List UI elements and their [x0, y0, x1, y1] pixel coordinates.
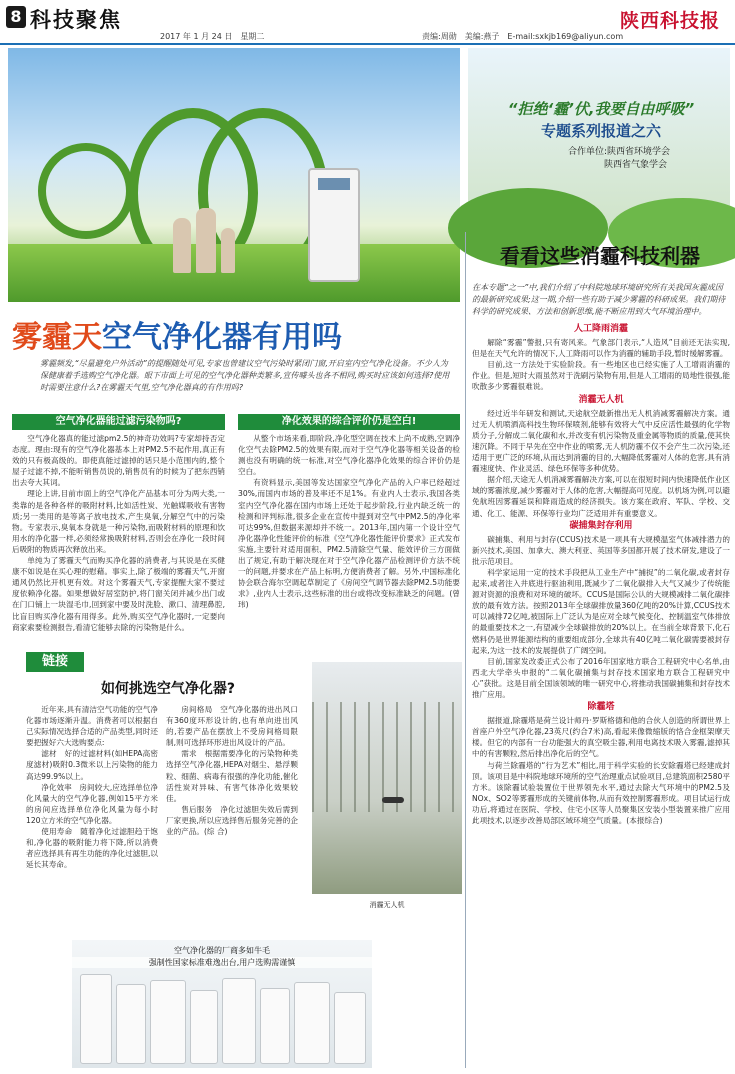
paragraph: 解除“雾霾”警报,只有寄风来。气象部门表示,“人造风”目前还无法实现,但是在天气允许的情况下,人工降雨可以作为消霾的辅助手段,暂时缓解雾霾。 — [472, 338, 730, 359]
col2-body — [238, 433, 460, 663]
family-figure — [173, 218, 191, 273]
banner-coop: 合作单位:陕西省环境学会 陕西省气象学会 — [568, 147, 671, 170]
paragraph: 滤材 好的过滤材料(如HEPA高密度滤材)吸附0.3微米以上污染物的能力高达99.9%以上。 — [26, 749, 158, 781]
banner-series: 专题系列报道之六 — [540, 122, 661, 140]
tree-line — [312, 702, 462, 812]
right-article-lead: 在本专题“之一”中,我们介绍了中科院地球环境研究所有关我国灰霾成因的最新研究成果;这一期,介绍一些有助于减少雾霾的科研成果。我们期待科学的研究成果、方法和创新思维,能不断应用到大气环境治理中。 — [472, 283, 726, 316]
paragraph: 目前,这一方法处于实验阶段。有一些地区也已经实施了人工增雨消霾的作业。但是,短时大雨虽然对于洗刷污染物有用,但是人工增雨的局地性很强,能吹散多少雾霾很难说。 — [472, 360, 730, 392]
newspaper-brand: 陕西科技报 — [620, 10, 721, 32]
air-purifier-image — [308, 168, 360, 282]
col1-subhead: 空气净化器能过滤污染物吗? — [12, 414, 225, 430]
section-heading: 消霾无人机 — [578, 394, 624, 405]
product-image — [116, 984, 146, 1064]
product-image — [334, 992, 366, 1064]
product-ad-image — [72, 940, 372, 1068]
banner-slogan: “拒绝‘霾’伏,我要自由呼吸” — [507, 100, 695, 118]
product-image — [222, 978, 256, 1064]
hero-photo — [8, 48, 460, 302]
paragraph: 空气净化器真的能过滤pm2.5的神奇功效吗?专家却持否定态度。理由:现有的空气净化器基本上对PM2.5不起作用,真正有效的只有极高级的。即使真能过滤掉的话只是小范围内的,整个屋子过滤不掉,不能听销售员说的,销售员有的时候为了把东西销出去夸大其词。 — [12, 434, 225, 488]
paragraph: 理论上讲,目前市面上的空气净化产品基本可分为两大类,一类靠的是各种各样的吸附材料,比如活性炭、光触媒吸收有害物质;另一类用的是等离子放电技术,产生臭氧,分解空气中的污染物。专家表示,臭氧本身就是一种污染物,而吸附材料的原理和饮用水的净化器一样,必须经常换吸附材料,否则会在净化一段时间后吸附的物质再次释放出来。 — [12, 489, 225, 554]
drone-caption: 消霾无人机 — [369, 901, 405, 909]
right-article-body — [472, 322, 730, 1070]
drone-icon — [382, 797, 404, 803]
link-col-1 — [26, 704, 158, 939]
header-rule — [0, 43, 735, 45]
paragraph: 需求 根据需要净化的污染物种类选择空气净化器,HEPA对烟尘、悬浮颗粒、细菌、病毒有很强的净化功能,催化活性炭对异味、有害气体净化效果较佳。 — [166, 749, 298, 803]
section-heading: 人工降雨消霾 — [573, 324, 628, 334]
product-image — [294, 982, 330, 1064]
vertical-divider — [465, 232, 466, 1068]
series-banner — [468, 48, 730, 231]
paragraph: 从整个市场来看,即阶段,净化型空调在技术上尚不成熟,空调净化空气去除PM2.5的效果有限,而对于空气净化器等相关设备的检测也没有明确的统一标准,对空气净化器净化效果的综合评价仍是空白。 — [238, 434, 460, 477]
editor-credits: 责编:周勋 美编:燕子 E-mail:sxkjb169@aliyun.com — [422, 32, 624, 41]
col1-body — [12, 433, 225, 655]
link-col-2 — [166, 704, 298, 939]
section-heading: 除霾塔 — [587, 702, 615, 713]
paragraph: 近年来,具有清洁空气功能的空气净化器市场逐渐升温。消费者可以根据自己实际情况选择合适的产品类型,同时还要把握好六大选购要点: — [26, 705, 158, 748]
title-red-part: 雾霾天 — [12, 320, 102, 355]
ad-line-2: 强制性国家标准难逸出台,用户选购需谨慎 — [72, 957, 372, 968]
right-article-title: 看看这些消霾科技利器 — [500, 244, 700, 268]
main-article-title — [12, 312, 460, 356]
paragraph: 据报道,除霾塔是荷兰设计师丹·罗斯格德和他的合伙人创造的所谓世界上首座户外空气净化器,23英尺(约合7米)高,看起来像微缩版的恪合金框架摩天楼。但它的内部有一台功能强大的真空吸尘器,利用电离技术吸入雾霾,滤掉其中的有害颗粒,然后排出净化后的空气。 — [472, 716, 730, 759]
paragraph: 经过近半年研发和测试,天途航空最新推出无人机消减雾霾解决方案。通过无人机喷洒高科技生物环保喷剂,能够有效将大气中反应活性最强的化学物质分子,分解成二氧化碳和水,并改变有机污染物及重金属等物质的质量,使其快速沉降。不同于早先在空中作业的喷雾,无人机防霾不仅不会产生二次污染,还适用于更广泛的环境,从而达到消霾的目的,大幅降低雾霾对人体的危害,具有消霾速度快、作业灵活、绿色环保等多种优势。 — [472, 408, 730, 474]
paragraph: 科学家运用一定的技术手段把从工业生产中“捕捉”的二氧化碳,或者封存起来,或者注入井底进行驱油利用,既减少了二氧化碳排入大气又减少了传统能源对资源的浪费和对环境的破坏。CCUS是国际公认的大规模减排二氧化碳排放的最有效方法。按照2013年全球碳排放量360亿吨的20%计算,CCUS技术可以减排72亿吨,被国际上广泛认为是应对全球气候变化、控制温室气体排放的最重要技术之一,有望减少全球碳排放的20%以上。在当前全球背景下,化石燃料仍是世界能源结构的重要组成部分,全球共有40亿吨二氧化碳需要被封存起来,为这一技术的发展提供了广阔空间。 — [472, 567, 730, 655]
paragraph: 目前,国家发改委正式公布了2016年国家地方联合工程研究中心名单,由西北大学牵头申报的“二氧化碳捕集与封存技术国家地方联合工程研究中心”获批。这是目前全国该领域的唯一研究中心,将推动我国碳捕集和封存技术推广应用。 — [472, 656, 730, 699]
issue-date: 2017 年 1 月 24 日 星期二 — [160, 32, 265, 41]
product-image — [260, 988, 290, 1064]
paragraph: 据介绍,天途无人机消减雾霾解决方案,可以在很短时间内快速降低作业区域的雾霾浓度,减少雾霾对于人体的危害,大幅提高可见度。以机场为例,可以避免航班因雾霾延误和降雨造成的经济损失。该方案在政府、军队、学校、交通、化工、能源、环保等行业均广泛适用并有重要意义。 — [472, 475, 730, 518]
drone-photo — [312, 662, 462, 909]
ad-line-1: 空气净化器的厂商多如牛毛 — [174, 946, 270, 955]
round-topiary — [38, 143, 134, 239]
link-title: 如何挑选空气净化器? — [100, 681, 236, 697]
paragraph: 房间格局 空气净化器的进出风口有360度环形设计的,也有单向进出风的,若要产品在摆放上不受房间格局限制,则可选择环形进出风设计的产品。 — [166, 705, 298, 748]
product-image — [190, 990, 218, 1064]
product-image — [80, 974, 112, 1064]
paragraph: 有资料显示,美国等发达国家空气净化产品的入户率已经超过30%,而国内市场的普及率还不足1%。有业内人士表示,我国各类室内空气净化器在国内市场上还处于起步阶段,行业内缺乏统一的检测和评判标准,很多企业在宣传中提到对空气中PM2.5的净化率可达99%,但数据来源却并不统一。2013年,国内第一个设计空气净化器净化性能评价的标准《空气净化器性能评价要求》正式发布实施,主要针对适用面积、PM2.5清除空气量、能效评价三方面做出了规定,有助于解决现在对于空气净化器产品检测评价方法不统一的问题,并要求在产品上标明,方便消费者了解。另外,中国标准化协会联合海尔空调起草制定了《房间空气调节器去除PM2.5功能要求》,业内人士表示,这些标准的出台或将改变标准缺乏的问题。(曾 玮) — [238, 478, 460, 610]
product-image — [150, 980, 186, 1064]
page-header — [0, 0, 735, 44]
col2-subhead: 净化效果的综合评价仍是空白! — [238, 414, 460, 430]
paragraph: 净化效率 房间较大,应选择单位净化风量大的空气净化器,例如15平方米的房间应选择单位净化风量为每小时120立方米的空气净化器。 — [26, 782, 158, 825]
paragraph: 单纯为了雾霾天气而购买净化器的消费者,与其说是在买健康不如说是在买心理的慰藉。事实上,除了极端的雾霾天气,开窗通风仍然比开机更有效。对这个雾霾天气,专家提醒大家不要过度依赖净化器。如果想做好居室防护,将门窗关闭并减少出门或在门口铺上一块湿毛巾,回到家中要及时洗脸、漱口、清理鼻腔,比盲目购买净化器有用得多。此外,购买空气净化器时,一定要向商家索要检测报告,看清它能够去除的污染物是什么。 — [12, 556, 225, 632]
main-article-lead: 雾霾频发,“尽量避免户外活动”的提醒随处可见,专家也曾建议空气污染时紧闭门窗,开启室内空气净化设备。不少人为保健康着手选购空气净化器。眼下市面上可见的空气净化器种类繁多,宣传噱头也各不相同,购买时应该如何选择?使用时需要注意什么?在雾霾天气里,空气净化器真的有作用吗? — [40, 359, 450, 392]
main-col-1 — [12, 414, 225, 655]
paragraph: 使用寿命 随着净化过滤胆趋于饱和,净化器的吸附能力将下降,所以消费者应选择具有再生功能的净化过滤胆,以延长其寿命。 — [26, 827, 158, 870]
link-tag: 链接 — [26, 652, 84, 672]
section-heading: 碳捕集封存利用 — [569, 520, 633, 531]
family-figure — [196, 208, 216, 273]
page-number: 8 — [6, 6, 26, 28]
paragraph: 售后服务 净化过滤胆失效后需到厂家更换,所以应选择售后服务完善的企业的产品。(综 合) — [166, 804, 298, 837]
section-title: 科技聚焦 — [30, 8, 122, 32]
family-figure — [221, 228, 235, 273]
paragraph: 碳捕集、利用与封存(CCUS)技术是一项具有大规模温室气体减排潜力的新兴技术,美国、加拿大、澳大利亚、英国等多国都开展了技术研发,建设了一批示范项目。 — [472, 534, 730, 566]
paragraph: 与荷兰除霾塔的“行为艺术”相比,用于科学实验的长安除霾塔已经建成封顶。该项目是中科院地球环境所的空气治理重点试验项目,总建筑面积2580平方米。该除霾试验装置位于世界领先水平,通过去除大气环境中的PM2.5及NOx、SO2等雾霾形成的关键前体物,从而有效控制雾霾形成。项目试运行成功后,将通过在医院、学校、住宅小区等人员聚集区安装小型装置来推广应用此项技术,以逐步改善局部区域环境空气质量。(本报综合) — [472, 760, 730, 826]
main-col-2 — [238, 414, 460, 663]
title-blue-part: 空气净化器有用吗 — [102, 320, 342, 355]
